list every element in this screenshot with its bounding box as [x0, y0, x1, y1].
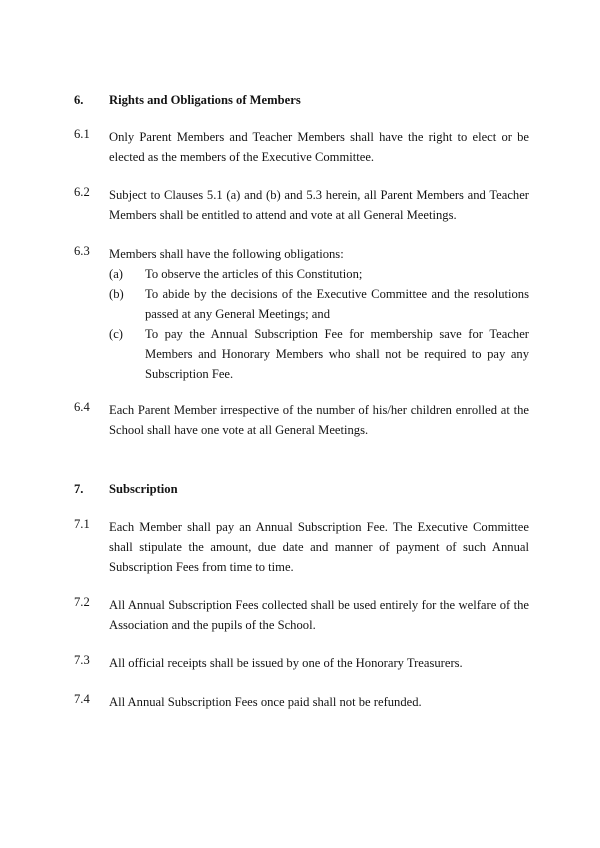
clause-number: 7.2 — [74, 595, 90, 609]
clause-text: Subject to Clauses 5.1 (a) and (b) and 5.3 herein, all Parent Members and Teacher Members shall be entitled to attend and vote at all General Meetings. — [109, 188, 529, 222]
clause-number: 7.4 — [74, 692, 90, 706]
clause-number: 7.3 — [74, 653, 90, 667]
clause-6-2 — [74, 185, 529, 225]
section-title: Subscription — [109, 482, 178, 496]
sub-item-a — [109, 264, 529, 284]
clause-text: Each Parent Member irrespective of the number of his/her children enrolled at the School shall have one vote at all General Meetings. — [109, 403, 529, 437]
sub-item-text: To observe the articles of this Constitution; — [145, 267, 363, 281]
section-heading — [74, 479, 529, 499]
clause-text: All Annual Subscription Fees collected shall be used entirely for the welfare of the Association and the pupils of the School. — [109, 598, 529, 632]
section-heading — [74, 90, 529, 110]
clause-number: 6.4 — [74, 400, 90, 414]
clause-intro: Members shall have the following obligations: — [109, 247, 344, 261]
clause-7-4 — [74, 692, 529, 712]
clause-7-3 — [74, 653, 529, 673]
clause-6-1 — [74, 127, 529, 167]
sub-item-b — [109, 284, 529, 324]
sub-item-label: (b) — [109, 287, 124, 301]
clause-number: 6.3 — [74, 244, 90, 258]
clause-text: All Annual Subscription Fees once paid shall not be refunded. — [109, 695, 422, 709]
clause-text: Each Member shall pay an Annual Subscription Fee. The Executive Committee shall stipulate the amount, due date and manner of payment of such Annual Subscription Fees from time to time. — [109, 520, 529, 574]
sub-item-c — [109, 324, 529, 384]
clause-number: 6.1 — [74, 127, 90, 141]
sub-item-text: To pay the Annual Subscription Fee for membership save for Teacher Members and Honorary Members who shall not be required to pay any Subscription Fee. — [145, 327, 529, 381]
section-title: Rights and Obligations of Members — [109, 93, 301, 107]
clause-number: 6.2 — [74, 185, 90, 199]
clause-text: All official receipts shall be issued by one of the Honorary Treasurers. — [109, 656, 463, 670]
clause-7-2 — [74, 595, 529, 635]
sub-item-text: To abide by the decisions of the Executive Committee and the resolutions passed at any General Meetings; and — [145, 287, 529, 321]
clause-7-1 — [74, 517, 529, 577]
clause-text: Only Parent Members and Teacher Members shall have the right to elect or be elected as the members of the Executive Committee. — [109, 130, 529, 164]
section-number: 6. — [74, 93, 84, 107]
sub-item-label: (a) — [109, 267, 123, 281]
clause-6-4 — [74, 400, 529, 440]
clause-number: 7.1 — [74, 517, 90, 531]
clause-6-3 — [74, 244, 529, 384]
sub-item-label: (c) — [109, 327, 123, 341]
section-number: 7. — [74, 482, 84, 496]
